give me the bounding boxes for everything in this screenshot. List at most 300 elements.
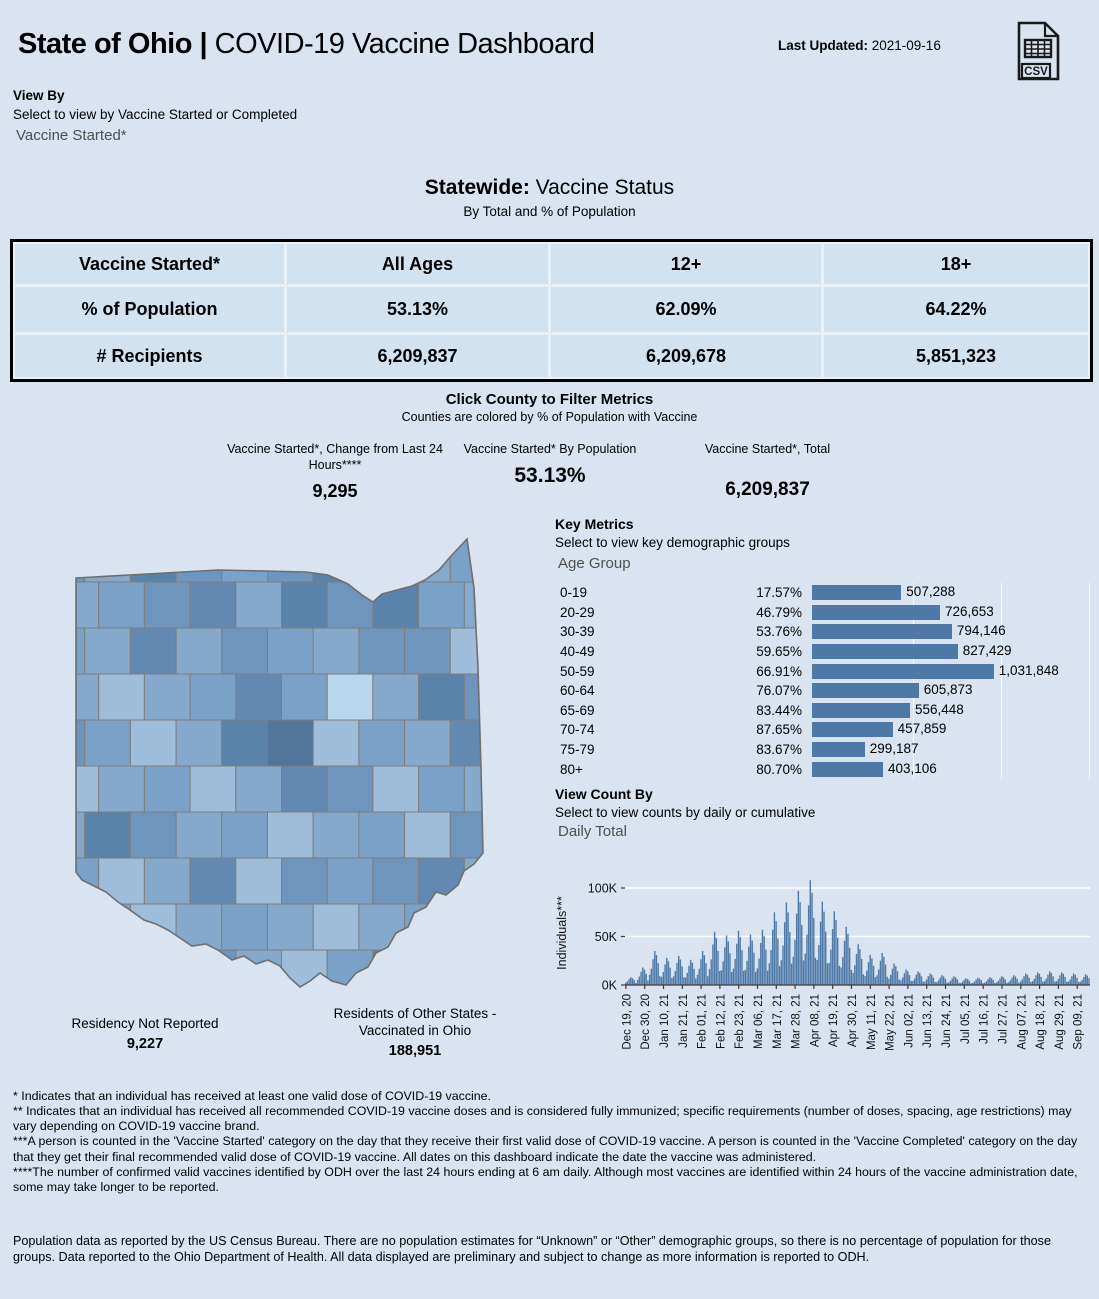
daily-bar[interactable] — [837, 938, 838, 985]
daily-bar[interactable] — [868, 962, 869, 985]
daily-bar[interactable] — [981, 980, 982, 985]
daily-bar[interactable] — [1016, 979, 1017, 985]
daily-bar[interactable] — [902, 978, 903, 985]
daily-bar[interactable] — [835, 920, 836, 985]
daily-bar[interactable] — [692, 963, 693, 985]
daily-bar[interactable] — [707, 976, 708, 985]
daily-bar[interactable] — [801, 925, 802, 985]
daily-bar[interactable] — [680, 959, 681, 985]
daily-bar[interactable] — [899, 980, 900, 986]
county[interactable] — [70, 628, 85, 674]
daily-bar[interactable] — [743, 971, 744, 985]
daily-bar[interactable] — [1010, 980, 1011, 985]
county[interactable] — [190, 582, 236, 628]
daily-bar[interactable] — [1028, 978, 1029, 985]
daily-bar[interactable] — [757, 968, 758, 985]
daily-bar[interactable] — [953, 976, 954, 985]
daily-bar[interactable] — [955, 977, 956, 985]
daily-bar[interactable] — [690, 960, 691, 985]
daily-bar[interactable] — [657, 963, 658, 985]
daily-bar[interactable] — [799, 902, 800, 985]
county[interactable] — [419, 766, 465, 812]
ohio-county-map[interactable] — [70, 528, 494, 1012]
daily-bar[interactable] — [938, 980, 939, 985]
daily-bar[interactable] — [975, 980, 976, 986]
county[interactable] — [176, 720, 222, 766]
daily-bar[interactable] — [791, 964, 792, 985]
daily-bar[interactable] — [746, 961, 747, 985]
county[interactable] — [85, 720, 131, 766]
daily-bar[interactable] — [1073, 973, 1074, 985]
daily-bar[interactable] — [651, 969, 652, 985]
daily-bar[interactable] — [786, 903, 787, 986]
county[interactable] — [450, 812, 494, 858]
county[interactable] — [405, 536, 451, 582]
daily-bar[interactable] — [729, 953, 730, 985]
daily-bar[interactable] — [685, 977, 686, 985]
daily-bar[interactable] — [709, 969, 710, 985]
daily-bar[interactable] — [852, 973, 853, 985]
county[interactable] — [236, 858, 282, 904]
daily-bar[interactable] — [661, 977, 662, 985]
county[interactable] — [70, 582, 99, 628]
county[interactable] — [359, 904, 405, 950]
daily-bar[interactable] — [854, 965, 855, 985]
daily-bar[interactable] — [989, 977, 990, 985]
daily-bar[interactable] — [710, 959, 711, 985]
daily-bar[interactable] — [760, 943, 761, 985]
daily-bar[interactable] — [909, 975, 910, 985]
daily-bar[interactable] — [840, 968, 841, 986]
county[interactable] — [359, 628, 405, 674]
daily-bar[interactable] — [630, 977, 631, 985]
daily-bar[interactable] — [806, 935, 807, 985]
daily-bar[interactable] — [688, 966, 689, 985]
daily-bar[interactable] — [861, 959, 862, 985]
daily-bar[interactable] — [1005, 979, 1006, 985]
county[interactable] — [70, 536, 85, 582]
daily-bar[interactable] — [1076, 978, 1077, 985]
county[interactable] — [99, 950, 145, 996]
demographic-group-dropdown[interactable]: Age Group — [558, 555, 631, 572]
daily-bar[interactable] — [734, 959, 735, 985]
daily-bar[interactable] — [769, 963, 770, 985]
county[interactable] — [359, 536, 405, 582]
daily-bar[interactable] — [864, 976, 865, 985]
county[interactable] — [327, 582, 373, 628]
county[interactable] — [327, 674, 373, 720]
age-bar[interactable] — [812, 644, 958, 659]
daily-bar[interactable] — [832, 929, 833, 985]
daily-bar[interactable] — [634, 980, 635, 985]
county[interactable] — [313, 720, 359, 766]
daily-bar[interactable] — [1085, 974, 1086, 985]
daily-bar[interactable] — [825, 932, 826, 985]
daily-bar[interactable] — [963, 980, 964, 985]
daily-bar[interactable] — [943, 977, 944, 986]
county[interactable] — [373, 582, 419, 628]
age-bar[interactable] — [812, 683, 919, 698]
daily-bar[interactable] — [875, 977, 876, 985]
age-row-80+[interactable] — [552, 759, 1098, 779]
daily-bar[interactable] — [733, 969, 734, 985]
county[interactable] — [222, 720, 268, 766]
age-row-50-59[interactable] — [552, 661, 1098, 681]
daily-bar[interactable] — [702, 951, 703, 985]
daily-bar[interactable] — [941, 975, 942, 985]
daily-bar[interactable] — [1003, 977, 1004, 985]
daily-bar[interactable] — [755, 972, 756, 985]
daily-bar[interactable] — [787, 912, 788, 985]
daily-bar[interactable] — [642, 968, 643, 986]
daily-bar[interactable] — [663, 972, 664, 985]
daily-bar[interactable] — [1059, 975, 1060, 985]
daily-bar[interactable] — [646, 974, 647, 985]
age-bar[interactable] — [812, 703, 910, 718]
daily-bar[interactable] — [798, 891, 799, 985]
daily-bar[interactable] — [628, 979, 629, 985]
csv-download-button[interactable] — [1012, 20, 1064, 82]
daily-bar[interactable] — [883, 957, 884, 985]
daily-bar[interactable] — [770, 950, 771, 985]
daily-bar[interactable] — [659, 976, 660, 985]
daily-bar[interactable] — [714, 932, 715, 985]
daily-bar[interactable] — [762, 930, 763, 985]
daily-bar[interactable] — [1069, 979, 1070, 985]
daily-bar[interactable] — [774, 912, 775, 985]
daily-bar[interactable] — [784, 922, 785, 985]
county[interactable] — [327, 950, 373, 996]
daily-bar[interactable] — [1058, 979, 1059, 985]
county[interactable] — [419, 582, 465, 628]
daily-bar[interactable] — [640, 972, 641, 985]
daily-bar[interactable] — [664, 964, 665, 985]
daily-bar[interactable] — [805, 954, 806, 985]
daily-bar[interactable] — [876, 975, 877, 985]
county[interactable] — [70, 674, 99, 720]
daily-bar[interactable] — [834, 911, 835, 985]
county[interactable] — [85, 812, 131, 858]
daily-bar[interactable] — [917, 971, 918, 985]
county[interactable] — [419, 858, 465, 904]
daily-bar[interactable] — [849, 948, 850, 985]
daily-bar[interactable] — [673, 976, 674, 985]
daily-bar[interactable] — [1027, 975, 1028, 985]
county[interactable] — [130, 628, 176, 674]
daily-bar[interactable] — [777, 938, 778, 985]
daily-bar[interactable] — [818, 945, 819, 985]
daily-bar[interactable] — [750, 935, 751, 985]
daily-bar[interactable] — [856, 954, 857, 985]
age-bar[interactable] — [812, 762, 883, 777]
daily-bar[interactable] — [929, 973, 930, 985]
age-row-30-39[interactable] — [552, 622, 1098, 642]
daily-bar[interactable] — [654, 951, 655, 985]
county[interactable] — [373, 674, 419, 720]
daily-bar[interactable] — [991, 978, 992, 985]
daily-bar[interactable] — [1051, 973, 1052, 985]
county[interactable] — [176, 812, 222, 858]
daily-bar[interactable] — [810, 880, 811, 985]
daily-bar[interactable] — [890, 975, 891, 985]
daily-bar[interactable] — [687, 973, 688, 985]
county[interactable] — [313, 628, 359, 674]
daily-bar[interactable] — [752, 941, 753, 985]
county[interactable] — [130, 904, 176, 950]
daily-bar[interactable] — [738, 931, 739, 985]
daily-bar[interactable] — [676, 963, 677, 985]
county[interactable] — [236, 674, 282, 720]
daily-bar[interactable] — [632, 978, 633, 985]
daily-bar[interactable] — [1013, 975, 1014, 985]
view-by-dropdown[interactable]: Vaccine Started* — [16, 127, 127, 144]
daily-bar[interactable] — [745, 970, 746, 985]
daily-bar[interactable] — [1046, 979, 1047, 986]
daily-bar[interactable] — [765, 950, 766, 985]
county[interactable] — [190, 674, 236, 720]
county[interactable] — [99, 766, 145, 812]
county[interactable] — [464, 582, 494, 628]
daily-bar[interactable] — [793, 957, 794, 985]
daily-bar[interactable] — [647, 981, 648, 986]
daily-bar[interactable] — [652, 959, 653, 985]
daily-bar[interactable] — [705, 963, 706, 985]
county[interactable] — [144, 766, 190, 812]
county[interactable] — [130, 812, 176, 858]
county[interactable] — [70, 720, 85, 766]
daily-bar[interactable] — [712, 945, 713, 986]
daily-bar[interactable] — [880, 961, 881, 985]
county[interactable] — [268, 812, 314, 858]
daily-bar[interactable] — [940, 978, 941, 985]
daily-bar[interactable] — [666, 958, 667, 985]
daily-bar[interactable] — [700, 959, 701, 985]
daily-bar[interactable] — [1064, 977, 1065, 985]
daily-bar[interactable] — [905, 970, 906, 986]
county[interactable] — [327, 858, 373, 904]
daily-bar[interactable] — [811, 893, 812, 985]
daily-bar[interactable] — [741, 950, 742, 985]
daily-bar[interactable] — [859, 949, 860, 985]
age-bar[interactable] — [812, 585, 901, 600]
daily-bar[interactable] — [928, 976, 929, 985]
county[interactable] — [236, 582, 282, 628]
county[interactable] — [419, 674, 465, 720]
daily-bar[interactable] — [675, 971, 676, 985]
daily-bar[interactable] — [1037, 972, 1038, 985]
daily-bar[interactable] — [695, 978, 696, 985]
daily-bar[interactable] — [813, 918, 814, 985]
daily-bar[interactable] — [763, 936, 764, 985]
age-row-60-64[interactable] — [552, 681, 1098, 701]
county[interactable] — [99, 858, 145, 904]
county[interactable] — [190, 766, 236, 812]
daily-bar[interactable] — [822, 902, 823, 985]
county[interactable] — [130, 720, 176, 766]
county[interactable] — [282, 674, 328, 720]
daily-bar[interactable] — [719, 971, 720, 985]
daily-bar[interactable] — [668, 961, 669, 985]
daily-bar[interactable] — [1075, 975, 1076, 985]
daily-bar[interactable] — [1047, 975, 1048, 985]
daily-bar[interactable] — [794, 940, 795, 985]
daily-bar[interactable] — [904, 973, 905, 985]
daily-bar[interactable] — [1040, 977, 1041, 985]
county[interactable] — [450, 904, 494, 950]
age-bar[interactable] — [812, 605, 940, 620]
daily-bar[interactable] — [1023, 976, 1024, 985]
daily-bar[interactable] — [851, 970, 852, 985]
county[interactable] — [419, 950, 465, 996]
daily-bar[interactable] — [873, 966, 874, 985]
daily-bar[interactable] — [945, 979, 946, 985]
daily-bar[interactable] — [722, 961, 723, 985]
daily-bar[interactable] — [871, 959, 872, 986]
age-row-75-79[interactable] — [552, 740, 1098, 760]
county[interactable] — [282, 858, 328, 904]
daily-bar[interactable] — [952, 978, 953, 985]
county[interactable] — [99, 674, 145, 720]
daily-bar[interactable] — [808, 905, 809, 985]
daily-bar[interactable] — [897, 971, 898, 985]
age-group-bar-chart[interactable] — [552, 583, 1098, 779]
daily-bar[interactable] — [753, 953, 754, 985]
daily-bar[interactable] — [772, 930, 773, 985]
daily-bar[interactable] — [866, 971, 867, 985]
daily-bar[interactable] — [885, 965, 886, 986]
daily-bar[interactable] — [1061, 972, 1062, 985]
daily-bar[interactable] — [803, 961, 804, 986]
county[interactable] — [70, 950, 99, 996]
county[interactable] — [222, 904, 268, 950]
daily-bar[interactable] — [816, 960, 817, 985]
daily-bar[interactable] — [1063, 974, 1064, 985]
county[interactable] — [176, 536, 222, 582]
county[interactable] — [282, 582, 328, 628]
daily-bar[interactable] — [775, 921, 776, 985]
daily-bar[interactable] — [1039, 974, 1040, 985]
daily-bar[interactable] — [731, 972, 732, 985]
daily-bar[interactable] — [820, 922, 821, 985]
daily-bar[interactable] — [1011, 978, 1012, 985]
county[interactable] — [359, 812, 405, 858]
county[interactable] — [176, 628, 222, 674]
county[interactable] — [373, 858, 419, 904]
daily-bar[interactable] — [1035, 975, 1036, 985]
daily-bar[interactable] — [839, 966, 840, 985]
daily-bar[interactable] — [779, 966, 780, 985]
daily-bar[interactable] — [827, 963, 828, 985]
county[interactable] — [85, 628, 131, 674]
daily-bar[interactable] — [881, 953, 882, 985]
daily-bar[interactable] — [678, 956, 679, 985]
county[interactable] — [144, 950, 190, 996]
daily-bar[interactable] — [656, 955, 657, 985]
county[interactable] — [236, 766, 282, 812]
daily-bar[interactable] — [931, 975, 932, 985]
county[interactable] — [464, 950, 494, 996]
daily-bar[interactable] — [957, 979, 958, 985]
daily-bar[interactable] — [888, 979, 889, 985]
daily-total-time-series[interactable] — [552, 848, 1097, 1083]
age-bar[interactable] — [812, 722, 893, 737]
age-bar[interactable] — [812, 742, 865, 757]
daily-bar[interactable] — [704, 955, 705, 985]
daily-bar[interactable] — [1081, 980, 1082, 985]
daily-bar[interactable] — [1083, 977, 1084, 985]
daily-bar[interactable] — [999, 978, 1000, 985]
daily-bar[interactable] — [1052, 976, 1053, 985]
daily-bar[interactable] — [993, 980, 994, 985]
county[interactable] — [70, 766, 99, 812]
daily-bar[interactable] — [721, 970, 722, 985]
daily-bar[interactable] — [748, 947, 749, 985]
county[interactable] — [327, 766, 373, 812]
county[interactable] — [450, 720, 494, 766]
daily-bar[interactable] — [916, 975, 917, 985]
daily-bar[interactable] — [846, 927, 847, 985]
daily-bar[interactable] — [796, 914, 797, 986]
county[interactable] — [85, 904, 131, 950]
daily-bar[interactable] — [987, 979, 988, 985]
county[interactable] — [268, 904, 314, 950]
county[interactable] — [464, 858, 494, 904]
daily-bar[interactable] — [844, 941, 845, 985]
county[interactable] — [373, 766, 419, 812]
county[interactable] — [464, 766, 494, 812]
county[interactable] — [268, 536, 314, 582]
daily-bar[interactable] — [781, 960, 782, 985]
age-row-70-74[interactable] — [552, 720, 1098, 740]
age-row-65-69[interactable] — [552, 701, 1098, 721]
county[interactable] — [450, 628, 494, 674]
county[interactable] — [313, 812, 359, 858]
daily-bar[interactable] — [683, 977, 684, 985]
daily-bar[interactable] — [1049, 971, 1050, 985]
age-bar[interactable] — [812, 624, 952, 639]
daily-bar[interactable] — [1025, 973, 1026, 985]
daily-bar[interactable] — [847, 934, 848, 985]
daily-cumulative-dropdown[interactable]: Daily Total — [558, 823, 627, 840]
daily-bar[interactable] — [967, 979, 968, 985]
daily-bar[interactable] — [1022, 979, 1023, 985]
daily-bar[interactable] — [900, 980, 901, 985]
daily-bar[interactable] — [907, 971, 908, 985]
daily-bar[interactable] — [823, 912, 824, 985]
daily-bar[interactable] — [724, 947, 725, 985]
daily-bar[interactable] — [892, 969, 893, 985]
county[interactable] — [222, 812, 268, 858]
county[interactable] — [405, 812, 451, 858]
county[interactable] — [359, 720, 405, 766]
daily-bar[interactable] — [830, 950, 831, 985]
daily-bar[interactable] — [933, 978, 934, 985]
county[interactable] — [313, 904, 359, 950]
daily-bar[interactable] — [919, 973, 920, 985]
county[interactable] — [405, 904, 451, 950]
daily-bar[interactable] — [869, 955, 870, 985]
county[interactable] — [373, 950, 419, 996]
daily-bar[interactable] — [693, 969, 694, 985]
daily-bar[interactable] — [758, 959, 759, 986]
daily-bar[interactable] — [726, 936, 727, 986]
daily-bar[interactable] — [736, 944, 737, 985]
age-row-40-49[interactable] — [552, 642, 1098, 662]
county[interactable] — [190, 858, 236, 904]
daily-bar[interactable] — [789, 932, 790, 985]
county[interactable] — [268, 720, 314, 766]
county[interactable] — [176, 904, 222, 950]
